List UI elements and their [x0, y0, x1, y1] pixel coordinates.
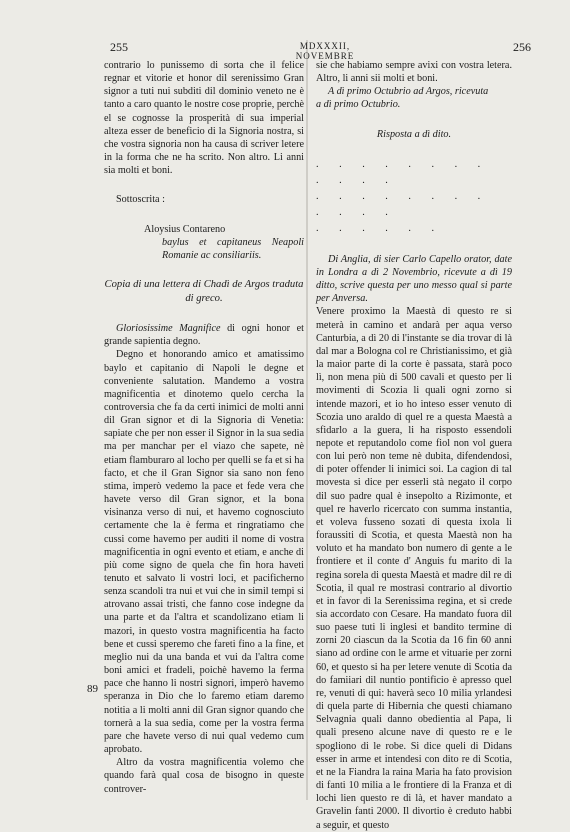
ellipsis-line-2: . . . . . . . . . . . .	[316, 190, 490, 218]
paragraph-contrario: contrario lo punissemo di sorta che il felice regnar et vitorie et honor dil serenissimo Gran signor a tuti nui subditi dil dominio veneto ne è tanto a caro quanto le nostre cose proprie, perchè el se cognosse la prosperità di sua imperial alteza esser de beneficio di la Signoria nostra, si che vostra signoria non ha causa di scriver letere in la forma che ne ha scrito. Non altro. Li anni sia molti et boni.	[104, 60, 304, 177]
salutation-italic: Gloriosissime Magnifice	[116, 323, 221, 335]
page-number-right: 256	[513, 40, 531, 54]
received-line-2: a dì primo Octubrio.	[316, 99, 401, 111]
received-line-1: A dì primo Octubrio ad Argos, ricevuta	[328, 86, 489, 98]
copy-heading: Copia di una lettera di Chadì de Argos traduta di greco.	[104, 279, 304, 305]
margin-number: 89	[87, 683, 98, 695]
salutation-rest: di ogni honor et grande sapientia degno.	[104, 323, 305, 348]
signer-title: baylus et capitaneus Neapoli Romanie ac consiliariis.	[162, 236, 304, 261]
ellipsis-line-1: . . . . . . . . . . . .	[316, 158, 490, 186]
anglia-body: Venere proximo la Maestà di questo re si meterà in camino et andarà per aqua verso Canturbia, a dì 20 di l'instante se dia trovar di là dal mar a Bologna col re Christianissimo, et già la maior parte di la corte è passata, starà poco lì, non mena più di 500 cavali et questo per li movimenti di Scozia li quali ogni zorno si intende mazori, et io ho inteso esser venuto di Scozia uno araldo di quel re a questa Maestà a sfidarlo a la guera, li ha risposto essendoli nepote et reputandolo come fiol non vol guera con lui però non teme nè dubita, difendendosi, di poter offender li inimici soi. La cagion di tal movesta si dice per esserli stà negato il corpo dil suo padre qual è insepolto a Rizimonte, et quel re haverlo ricercato con summa instantia, et voleva fusseno sozati di questa ixola li foraussiti di Scotia, et questa Maestà non ha voluto et ha mandato bon numero di gente a le frontiere et il conte d' Anguis fu marito di la regina sorela di questa Maestà et madre dil re di Scotia, il qual re mostrasi contrario al divortio et in favor di la Serenissima regina, et si crede sia accordato con Cesare. Ha mandato fuora dil suo paese tuti li inglesi et bandito termine di zorni 20 ciascun da la Scotia da 16 fin 60 anni siano ad ordine con le arme et vituarie per zorni 60, et questo si ha per letere venute di Scotia da do famiiari dil nuntio pontificio è apresso quel re, venuti di qui: haverà seco 10 milia yrlandesi di quela parte di Hibernia che questi chiamano Selvagnia quali danno obedientia al Papa, li quali preseno alcune nave di questo re e le spogliono di le robe. Si dice queli di Didans esser in arme et intendesi con dito re di Scotia, et ne la Fiandra la raina Maria ha fato provision di fanti 10 milia a le frontiere di la Franza et di lochi lien questo re di là, et haver mandato a Gravelin fanti 2000. Il divortio è creduto habbi a seguir, et questo	[316, 306, 512, 831]
left-column	[104, 59, 304, 796]
book-spine-gutter	[306, 40, 308, 800]
salutation	[104, 322, 304, 348]
paragraph-altro: Altro da vostra magnificentia volemo che quando farà qual cosa de bisogno in queste controver-	[104, 757, 304, 795]
subscribed-label: Sottoscrita :	[116, 194, 165, 206]
letter-body: Degno et honorando amico et amatissimo baylo et capitanio di Napoli le degne et conveniente salutation. Mandemo a vostra magnificentia et dinotemo quelo cercha la controversia che fa da certi inimici de molti anni dil Gran signor et di la Signoria di Venetia: sapiate che per non esser il Signor in la sua sedia ma per manchar per el viazo che sapete, nè etiam flamburaro al locho per quelli se fa et si ha facto, et che il Gran Signor sia sano non feno stima, imperò vedemo la pace et fede vera che havete verso dil Gran signor, et la bona visinanza verso di nui, et havemo cognosciuto certamente che la è ferma et ringratiamo che cussi come havemo per auditi il nome di vostra magnificentia in ogni evento et etiam, e anche di più come signo de quela che fin hora haveti tenuto et salvato li vostri loci, et pacificherno senza scandoli tra nui et vui che in simil tempi si atrovano assai tristi, che fanno cose indegne da una parte et da l'altra et scandolizano etiam li mazori, in questo vostra magnificentia ha facto bene et cussi speremo che fareti fino a la fine, et meglio nui da una banda et vui da l'altra come boni amici et fradeli, poichè havemo la ferma pace che hanno li nostri signori, imperò havemo speranza in Dio che lo faremo etiam daremo notitia a li molti anni dil Gran signor quando che tornerà a la sua sedia, come per la vostra ferma pare che havete verso di nui qual vedemo cum aprobato.	[104, 349, 304, 756]
running-head: MDXXXII, NOVEMBRE	[295, 41, 355, 61]
risposta-heading: Risposta a dì dito.	[376, 128, 452, 140]
paragraph-sie: sie che habiamo sempre avixi con vostra letera. Altro, li anni sii molti et boni.	[316, 60, 512, 85]
right-column	[316, 59, 512, 832]
signer-name	[144, 223, 304, 236]
signer-name-text: Aloysius Contareno	[144, 223, 226, 235]
ellipsis-line-3: . . . . . .	[316, 222, 444, 234]
page-number-left: 255	[110, 40, 128, 54]
anglia-heading: Di Anglia, di sier Carlo Capello orator, date in Londra a dì 2 Novembrio, ricevute a dì 19 ditto, scrive questa per uno messo qual si parte per Anversa.	[316, 253, 512, 305]
